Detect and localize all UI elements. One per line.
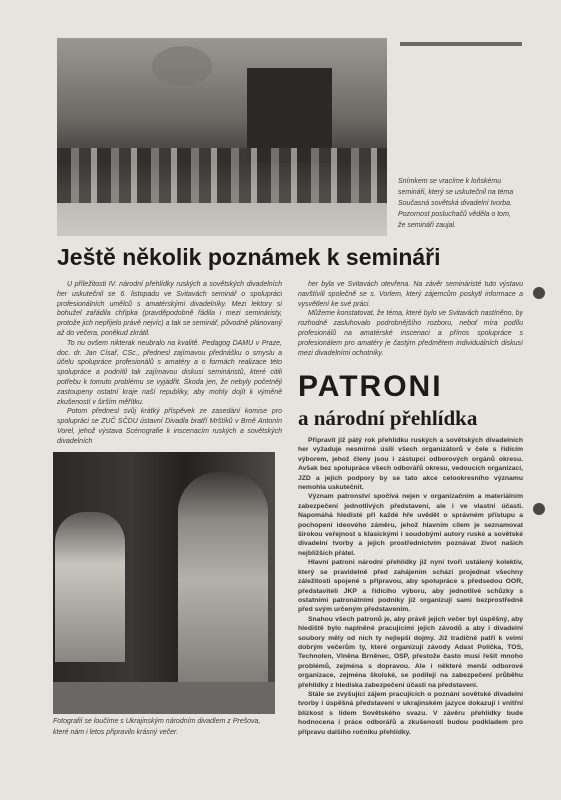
audience-shape	[57, 148, 387, 203]
seminar-article-col1	[57, 280, 282, 448]
paragraph: Potom přednesl svůj krátký příspěvek ze zasedání komise pro spolupráci se ZUČ SČDU ústavní Divadla bratří Mrštíků v Brně Antonín Vorel, jehož výstava Scénografie k inscenacím ruských a sovětských divadelních	[57, 408, 282, 445]
paragraph: Význam patronství spočívá nejen v organizačním a materiálním zabezpečení jednotlivých představení, ale i ve vlastní účasti. Napomáhá hledisté při každé hře uvědět o správném přístupu a pochopení ideového záměru, jehož hlavním cílem je seznamovat širokou veřejnost s klasickými i soudobými autory ruské a sovětské divadelní tvorby a jejich prostřednictvím poznávat život našich nejbližších přátel.	[298, 493, 523, 557]
chandelier-shape	[152, 46, 212, 86]
patroni-article	[298, 436, 523, 776]
paragraph: Stále se zvyšující zájem pracujících o poznání sovětské divadelní tvorby i úspěšná představení v ukrajinském jazyce dokazují i vnitřní blízkost s lidem Sovětského svazu. V závěru přehlídky bude hodnocena i práce odborářů a zkušenosti budou podkladem pro přípravu dalšího ročníku přehlídky.	[298, 690, 523, 736]
paragraph: To nu ovšem nikterak neubralo na kvalitě. Pedagog DAMU v Praze, doc. dr. Jan Císař, CSc., přednesl zajímavou přednášku o smyslu a účelu spolupráce profesionálů s amatéry a o formách realizace této spolupráce a podnítil tak zajímavou diskusi semináristů, které citili potřebu k tomuto problému se vyjádřit. Škoda jen, že nebyly početněji zastoupeny ostatní kraje naší republiky, aby mohly dojít k výměně zkušeností v širším měřítku.	[57, 339, 282, 406]
stage-table	[53, 682, 275, 714]
paragraph: her byla ve Svitavách otevřena. Na závěr semináristé tuto výstavu navštívili společně se s. Vorlem, který zájemcům poskytl informace a vysvětlení ke své práci.	[298, 281, 523, 308]
actor-figure	[178, 472, 268, 714]
decorative-rule	[400, 42, 522, 46]
paragraph: Připravit již pátý rok přehlídku ruských a sovětských divadelních her vyžaduje nesmírné úsilí všech organizátorů v čele s řídícím výborem, jehož členy jsou i zástupci odborových orgánů okresu. Avšak bez spolupráce všech odborářů okresu, vedoucích organizací, JZD a jejich podpory by se tato akce celookresního významu nemohla uskutečnit.	[298, 437, 523, 492]
actors-performance-photo	[53, 452, 275, 714]
seminar-hall-photo	[57, 38, 387, 236]
headline: Ještě několik poznámek k semináři	[57, 244, 441, 270]
patroni-title: PATRONI	[298, 370, 443, 403]
caption-bottom: Fotografií se loučíme s Ukrajinským národním divadlem z Prešova, které nám i letos připravilo krásný večer.	[53, 718, 261, 736]
actress-figure	[55, 512, 125, 662]
binder-hole	[533, 287, 545, 299]
paragraph: U příležitosti IV. národní přehlídky ruských a sovětských divadelních her uskutečnil se 6. listopadu ve Svitavách seminář o spolupráci profesionálních umělců s amatérskými divadelníky. Mezi lektory si bohužel zařádila chřipka (pravděpodobně řádila i mezi semináristy, protože jich nepřijelo právě nejvíc) a tak se seminář, původně plánovaný až do večera, poněkud zkrátil.	[57, 281, 282, 337]
seminar-article-col2	[298, 280, 523, 360]
paragraph: Hlavní patroni národní přehlídky již nyní tvoří ustálený kolektiv, který se pravidelně před zahájením schází projednat všechny záležitosti spojené s přípravou, aby spolupráce s předsedou OOR, představiteli JKP a řídícího výboru, aby jednotlivé schůzky s ostatními patronátními podniky již organizují sami bezprostředně před svým určeným představením.	[298, 559, 523, 614]
paragraph: Můžeme konstatovat, že téma, které bylo ve Svitavách nastíněno, by rozhodně zasluhovalo podrobnějšího rozboru, neboť míra podílu profesionálů na amatérské inscenaci a přínos spolupráce s profesionálem pro amatéry je častým předmětem individuálních diskusí mezi divadelními ochotníky.	[298, 310, 523, 357]
paragraph: Snahou všech patronů je, aby právě jejich večer byl úspěšný, aby hlediště bylo naplněné pracujícími jejich závodů a aby i divadelní soubory měly od nich ty nejlepší dojmy. Již tradičně patří k velmi dobrým večerům ty, které organizují závody Adast Polička, TOS, Technolen, Vlněna Brněnec, OSP, přestože často musí řešit mnoho problémů, zejména s dopravou. Ale i některé menší odborové organizace, zejména školské, se podílejí na zabezpečení průběhu přehlídky z hlediska zabezpečení účasti na představení.	[298, 615, 523, 689]
patroni-subtitle: a národní přehlídka	[298, 406, 478, 430]
binder-hole	[533, 503, 545, 515]
caption-top: Snímkem se vracíme k loňskému semináři, který se uskutečnil na téma Současná sovětská divadelní tvorba. Pozornost posluchačů věděla o tom, že semináři zaujal.	[398, 178, 514, 229]
